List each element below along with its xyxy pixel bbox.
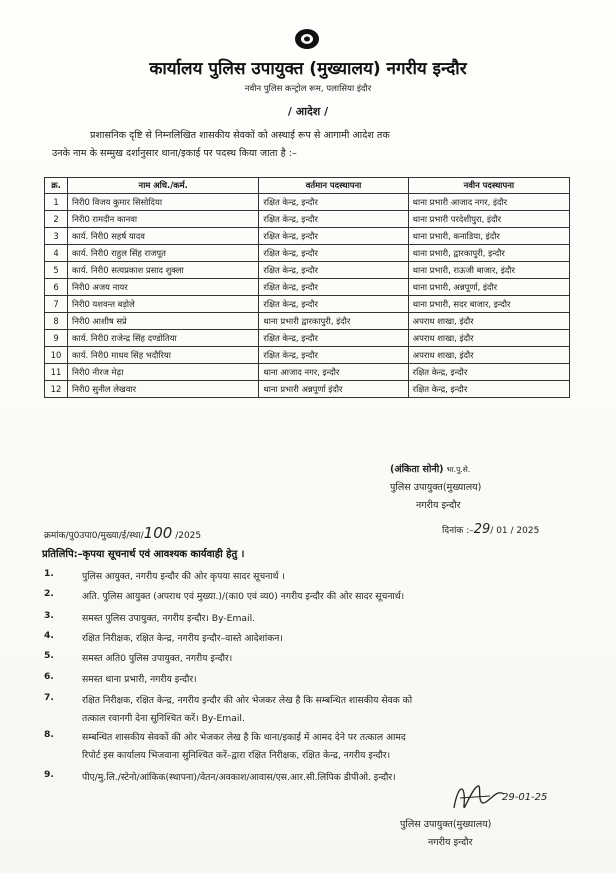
current-posting-cell: रक्षित केन्द्र, इन्दौर <box>259 228 408 245</box>
signature-date: 29-01-25 <box>502 792 548 803</box>
header-name: नाम अधि./कर्म. <box>68 178 259 194</box>
table-row <box>45 228 570 245</box>
serial-cell: 4 <box>45 245 68 262</box>
copy-item-line: पीए/मु.लि./स्टेनो/आंकिक(स्थापना)/वेतन/अवकाश/आवास/एस.आर.सी.लिपिक डीपीओ. इन्दौर। <box>82 772 396 783</box>
serial-cell: 12 <box>45 381 68 398</box>
copy-item-line: तत्काल रवानगी देना सुनिश्चित करें। By-Email. <box>82 713 245 724</box>
date-day: 29 <box>473 522 491 537</box>
copy-item-text <box>82 568 564 586</box>
name-cell: कार्य. निरी0 सत्यप्रकाश प्रसाद शुक्ला <box>68 262 259 279</box>
table-row <box>45 347 570 364</box>
name-cell: कार्य. निरी0 सहर्ष यादव <box>68 228 259 245</box>
copy-item-text <box>82 610 564 628</box>
table-row <box>45 296 570 313</box>
name-cell: निरी0 विजय कुमार सिसोदिया <box>68 194 259 211</box>
copy-item-line: समस्त पुलिस उपायुक्त, नगरीय इन्दौर। By-Email. <box>82 613 256 624</box>
new-posting-cell: थाना प्रभारी, सदर बाजार, इन्दौर <box>408 296 569 313</box>
posting-table <box>44 177 570 398</box>
office-title: कार्यालय पुलिस उपायुक्त (मुख्यालय) नगरीय इन्दौर <box>149 59 467 79</box>
table-row <box>45 364 570 381</box>
new-posting-cell: अपराध शाखा, इंदौर <box>408 347 569 364</box>
new-posting-cell: रक्षित केन्द्र, इन्दौर <box>408 364 569 381</box>
table-row <box>45 262 570 279</box>
serial-cell: 11 <box>45 364 68 381</box>
current-posting-cell: रक्षित केन्द्र, इन्दौर <box>259 347 408 364</box>
copy-item-line: समस्त थाना प्रभारी, नगरीय इन्दौर। <box>82 674 197 685</box>
serial-cell: 6 <box>45 279 68 296</box>
current-posting-cell: थाना प्रभारी अन्नपूर्णा इंदौर <box>259 381 408 398</box>
copy-item-text <box>82 671 564 689</box>
copy-item-line: समस्त अति0 पुलिस उपायुक्त, नगरीय इन्दौर। <box>82 653 233 664</box>
officer-signature-block <box>390 461 590 515</box>
handwritten-signature <box>446 778 556 818</box>
officer-service: भा.पु.से. <box>446 465 471 474</box>
new-posting-cell: थाना प्रभारी परदेशीपुरा, इंदौर <box>408 211 569 228</box>
new-posting-cell: थाना प्रभारी, द्वारकापुरी, इन्दौर <box>408 245 569 262</box>
name-cell: निरी0 सुनील लेखवार <box>68 381 259 398</box>
header-new-posting: नवीन पदस्थापना <box>408 178 569 194</box>
copy-item-line: रिपोर्ट इस कार्यालय भिजवाना सुनिश्चित करें–द्वारा रक्षित निरीक्षक, रक्षित केन्द्र, नगरीय इन्दौर। <box>82 750 391 761</box>
header-current-posting: वर्तमान पदस्थापना <box>259 178 408 194</box>
header-serial: क्र. <box>45 178 68 194</box>
current-posting-cell: थाना प्रभारी द्वारकापुरी, इंदौर <box>259 313 408 330</box>
officer-designation: पुलिस उपायुक्त(मुख्यालय) <box>390 482 482 493</box>
closing-signature-block <box>400 816 570 852</box>
copy-item-number: 4. <box>44 630 54 641</box>
serial-cell: 7 <box>45 296 68 313</box>
table-row <box>45 194 570 211</box>
serial-cell: 3 <box>45 228 68 245</box>
reference-number: क्रमांक/पु0उपा0/मुख्या/ई/स्था/100 /2025 <box>44 524 202 542</box>
copy-to-heading: प्रतिलिपि:–कृपया सूचनार्थ एवं आवश्यक कार्यवाही हेतु । <box>42 549 245 560</box>
emblem-icon <box>294 28 320 50</box>
copy-item-text <box>82 650 564 668</box>
new-posting-cell: थाना प्रभारी, कनाडिया, इंदौर <box>408 228 569 245</box>
new-posting-cell: अपराध शाखा, इंदौर <box>408 313 569 330</box>
copy-item-text <box>82 692 564 728</box>
table-row <box>45 279 570 296</box>
copy-item-line: पुलिस आयुक्त, नगरीय इन्दौर की ओर कृपया सादर सूचनार्थ । <box>82 571 285 582</box>
new-posting-cell: रक्षित केन्द्र, इन्दौर <box>408 381 569 398</box>
serial-cell: 1 <box>45 194 68 211</box>
intro-paragraph <box>52 127 582 163</box>
serial-cell: 9 <box>45 330 68 347</box>
current-posting-cell: थाना आजाद नगर, इन्दौर <box>259 364 408 381</box>
copy-item-number: 3. <box>44 610 54 621</box>
serial-cell: 2 <box>45 211 68 228</box>
new-posting-cell: थाना प्रभारी आजाद नगर, इंदौर <box>408 194 569 211</box>
copy-item-line: रक्षित निरीक्षक, रक्षित केन्द्र, नगरीय इन्दौर की ओर भेजकर लेख है कि सम्बन्धित शासकीय सेवक को <box>82 695 413 706</box>
officer-name: (अंकिता सोनी) <box>390 464 444 475</box>
serial-cell: 10 <box>45 347 68 364</box>
table-header-row <box>45 178 570 194</box>
name-cell: कार्य. निरी0 राहुल सिंह राजपूत <box>68 245 259 262</box>
name-cell: निरी0 नीरज मेढ़ा <box>68 364 259 381</box>
name-cell: कार्य. निरी0 राजेन्द्र सिंह दण्डोतिया <box>68 330 259 347</box>
intro-line-1: प्रशासनिक दृष्टि से निम्नलिखित शासकीय सेवकों को अस्थाई रूप से आगामी आदेश तक <box>90 130 390 141</box>
copy-item-number: 2. <box>44 588 54 599</box>
current-posting-cell: रक्षित केन्द्र, इन्दौर <box>259 211 408 228</box>
name-cell: कार्य. निरी0 माधव सिंह भदौरिया <box>68 347 259 364</box>
name-cell: निरी0 यशवन्त बड़ोले <box>68 296 259 313</box>
current-posting-cell: रक्षित केन्द्र, इन्दौर <box>259 245 408 262</box>
table-row <box>45 245 570 262</box>
serial-cell: 8 <box>45 313 68 330</box>
intro-line-2: उनके नाम के सम्मुख दर्शानुसार थाना/इकाई पर पदस्थ किया जाता है :– <box>52 148 297 159</box>
copy-item-number: 1. <box>44 568 54 579</box>
reference-serial: 100 <box>143 524 173 542</box>
name-cell: निरी0 रामदीन कानवा <box>68 211 259 228</box>
table-row <box>45 381 570 398</box>
new-posting-cell: थाना प्रभारी, अन्नपूर्णा, इंदौर <box>408 279 569 296</box>
order-heading: / आदेश / <box>287 105 329 118</box>
copy-item-number: 8. <box>44 729 54 740</box>
copy-item-line: सम्बन्धित शासकीय सेवकों की ओर भेजकर लेख है कि थाना/इकाई में आमद देने पर तत्काल आमद <box>82 732 406 743</box>
serial-cell: 5 <box>45 262 68 279</box>
office-address: नवीन पुलिस कन्ट्रोल रूम, पलासिया इंदौर <box>244 84 372 94</box>
copy-item-text <box>82 630 564 648</box>
copy-item-line: रक्षित निरीक्षक, रक्षित केन्द्र, नगरीय इन्दौर–वास्ते आदेशांकन। <box>82 633 283 644</box>
closing-city: नगरीय इन्दौर <box>428 837 473 848</box>
current-posting-cell: रक्षित केन्द्र, इन्दौर <box>259 296 408 313</box>
new-posting-cell: अपराध शाखा, इंदौर <box>408 330 569 347</box>
closing-designation: पुलिस उपायुक्त(मुख्यालय) <box>400 819 492 830</box>
order-date: दिनांक :–29/ 01 / 2025 <box>442 522 540 537</box>
table-row <box>45 211 570 228</box>
table-row <box>45 313 570 330</box>
copy-item-number: 7. <box>44 692 54 703</box>
name-cell: निरी0 आशीष सप्रे <box>68 313 259 330</box>
current-posting-cell: रक्षित केन्द्र, इन्दौर <box>259 194 408 211</box>
copy-item-line: अति. पुलिस आयुक्त (अपराध एवं मुख्या.)/(का0 एवं व्य0) नगरीय इन्दौर की ओर सादर सूचनार्थ। <box>82 591 405 602</box>
current-posting-cell: रक्षित केन्द्र, इन्दौर <box>259 262 408 279</box>
new-posting-cell: थाना प्रभारी, राऊजी बाजार, इंदौर <box>408 262 569 279</box>
current-posting-cell: रक्षित केन्द्र, इन्दौर <box>259 330 408 347</box>
table-row <box>45 330 570 347</box>
copy-item-number: 6. <box>44 671 54 682</box>
current-posting-cell: रक्षित केन्द्र, इन्दौर <box>259 279 408 296</box>
copy-item-number: 9. <box>44 769 54 780</box>
copy-item-number: 5. <box>44 650 54 661</box>
copy-item-text <box>82 729 564 765</box>
officer-city: नगरीय इन्दौर <box>416 500 461 511</box>
copy-item-text <box>82 588 564 606</box>
name-cell: निरी0 अजय नायर <box>68 279 259 296</box>
